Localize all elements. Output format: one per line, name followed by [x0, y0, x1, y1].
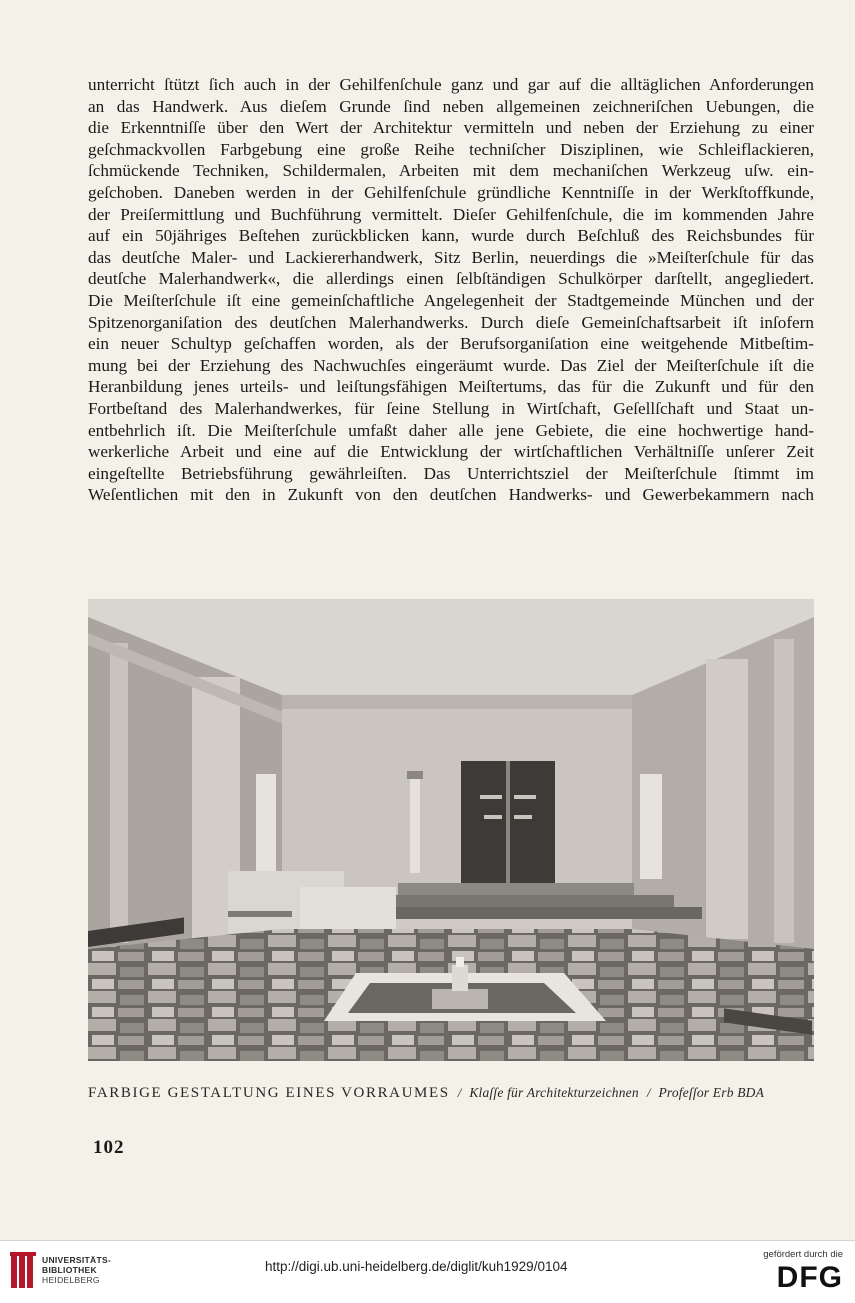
- text-line: geſchoben. Daneben werden in der Gehilfenſchule gründliche Kenntniſſe in der Werkſtoffkunde,: [88, 182, 814, 202]
- text-line: an das Handwerk. Aus dieſem Grunde ſind neben allgemeinen zeichneriſchen Uebungen, die: [88, 96, 814, 116]
- text-line: mung bei der Erziehung des Nachwuchſes eingeräumt wurde. Das Ziel der Meiſterſchule iſt die: [88, 355, 814, 375]
- page-number: 102: [93, 1137, 125, 1158]
- footer-bar: [0, 1240, 855, 1303]
- library-name-line: BIBLIOTHEK: [42, 1265, 97, 1275]
- caption-separator: /: [646, 1085, 651, 1100]
- dfg-logo: DFG: [776, 1261, 843, 1294]
- source-url-link[interactable]: http://digi.ub.uni-heidelberg.de/diglit/kuh1929/0104: [265, 1259, 568, 1274]
- text-line: Weſentlichen mit den in Zukunft von den deutſchen Handwerks- und Gewerbekammern nach: [88, 485, 814, 505]
- text-line: geſchmackvollen Farbgebung eine große Reihe techniſcher Disziplinen, wie Schleiflackieren,: [88, 139, 814, 159]
- text-line: werkerliche Arbeit und eine auf die Entwicklung der wirtſchaftlichen Verhältniſſe unſerer Zeit: [88, 442, 814, 462]
- text-line: Die Meiſterſchule iſt eine gemeinſchaftliche Angelegenheit der Stadtgemeinde München und der: [88, 290, 814, 310]
- text-line: entbehrlich iſt. Die Meiſterſchule umfaßt daher alle jene Gebiete, die eine hochwertige hand-: [88, 420, 814, 440]
- text-line: eingeſtellte Betriebsführung gewährleiſten. Das Unterrichtsziel der Meiſterſchule ſtimmt im: [88, 463, 814, 483]
- university-library-logo-icon: [10, 1252, 36, 1292]
- text-line: deutſche Malerhandwerk«, die allerdings einen ſelbſtändigen Schulkörper darſtellt, angegliedert.: [88, 269, 814, 289]
- room-illustration: [88, 599, 814, 1061]
- figure-caption: [88, 1084, 814, 1102]
- library-name-line: UNIVERSITÄTS-: [42, 1255, 112, 1265]
- interior-room-illustration-icon: [88, 599, 814, 1061]
- library-name: [42, 1255, 111, 1285]
- funding-notice: [753, 1249, 843, 1294]
- text-line: auf ein 50jähriges Beſtehen zurückblicken kann, wurde durch Beſchluß des Reichsbundes für: [88, 226, 814, 246]
- text-line: der Preiſermittlung und Buchführung vermittelt. Dieſer Gehilfenſchule, die im kommenden Jahre: [88, 204, 814, 224]
- text-line: die Erkenntniſſe über den Wert der Architektur vermitteln und neben der Erziehung zu einer: [88, 118, 814, 138]
- text-line: Fortbeſtand des Malerhandwerkes, für ſeine Stellung in Wirtſchaft, Geſellſchaft und Staat un-: [88, 398, 814, 418]
- caption-author: Profeſſor Erb BDA: [658, 1085, 765, 1100]
- library-name-line: HEIDELBERG: [42, 1275, 100, 1285]
- caption-separator: /: [457, 1085, 462, 1100]
- text-line: Heranbildung jenes urteils- und leiſtungsfähigen Meiſtertums, das für die Zukunft und für den: [88, 377, 814, 397]
- text-line: Spitzenorganiſation des deutſchen Malerhandwerks. Durch dieſe Gemeinſchaftsarbeit iſt inſofern: [88, 312, 814, 332]
- funded-by-label: gefördert durch die: [763, 1249, 843, 1260]
- text-line: ein neuer Schultyp geſchaffen worden, als der Berufsorganiſation eine weitgehende Mitbeſtim-: [88, 334, 814, 354]
- caption-class: Klaſſe für Architekturzeichnen: [469, 1085, 639, 1100]
- text-line: unterricht ſtützt ſich auch in der Gehilfenſchule ganz und gar auf die alltäglichen Anforderungen: [88, 75, 814, 94]
- caption-title: FARBIGE GESTALTUNG EINES VORRAUMES: [88, 1085, 450, 1101]
- text-line: ſchmückende Techniken, Schildermalen, Arbeiten mit dem mechaniſchen Werkzeug uſw. ein-: [88, 161, 814, 181]
- body-text: [88, 74, 814, 574]
- text-line: das deutſche Maler- und Lackiererhandwerk, Sitz Berlin, neuerdings die »Meiſterſchule für das: [88, 247, 814, 267]
